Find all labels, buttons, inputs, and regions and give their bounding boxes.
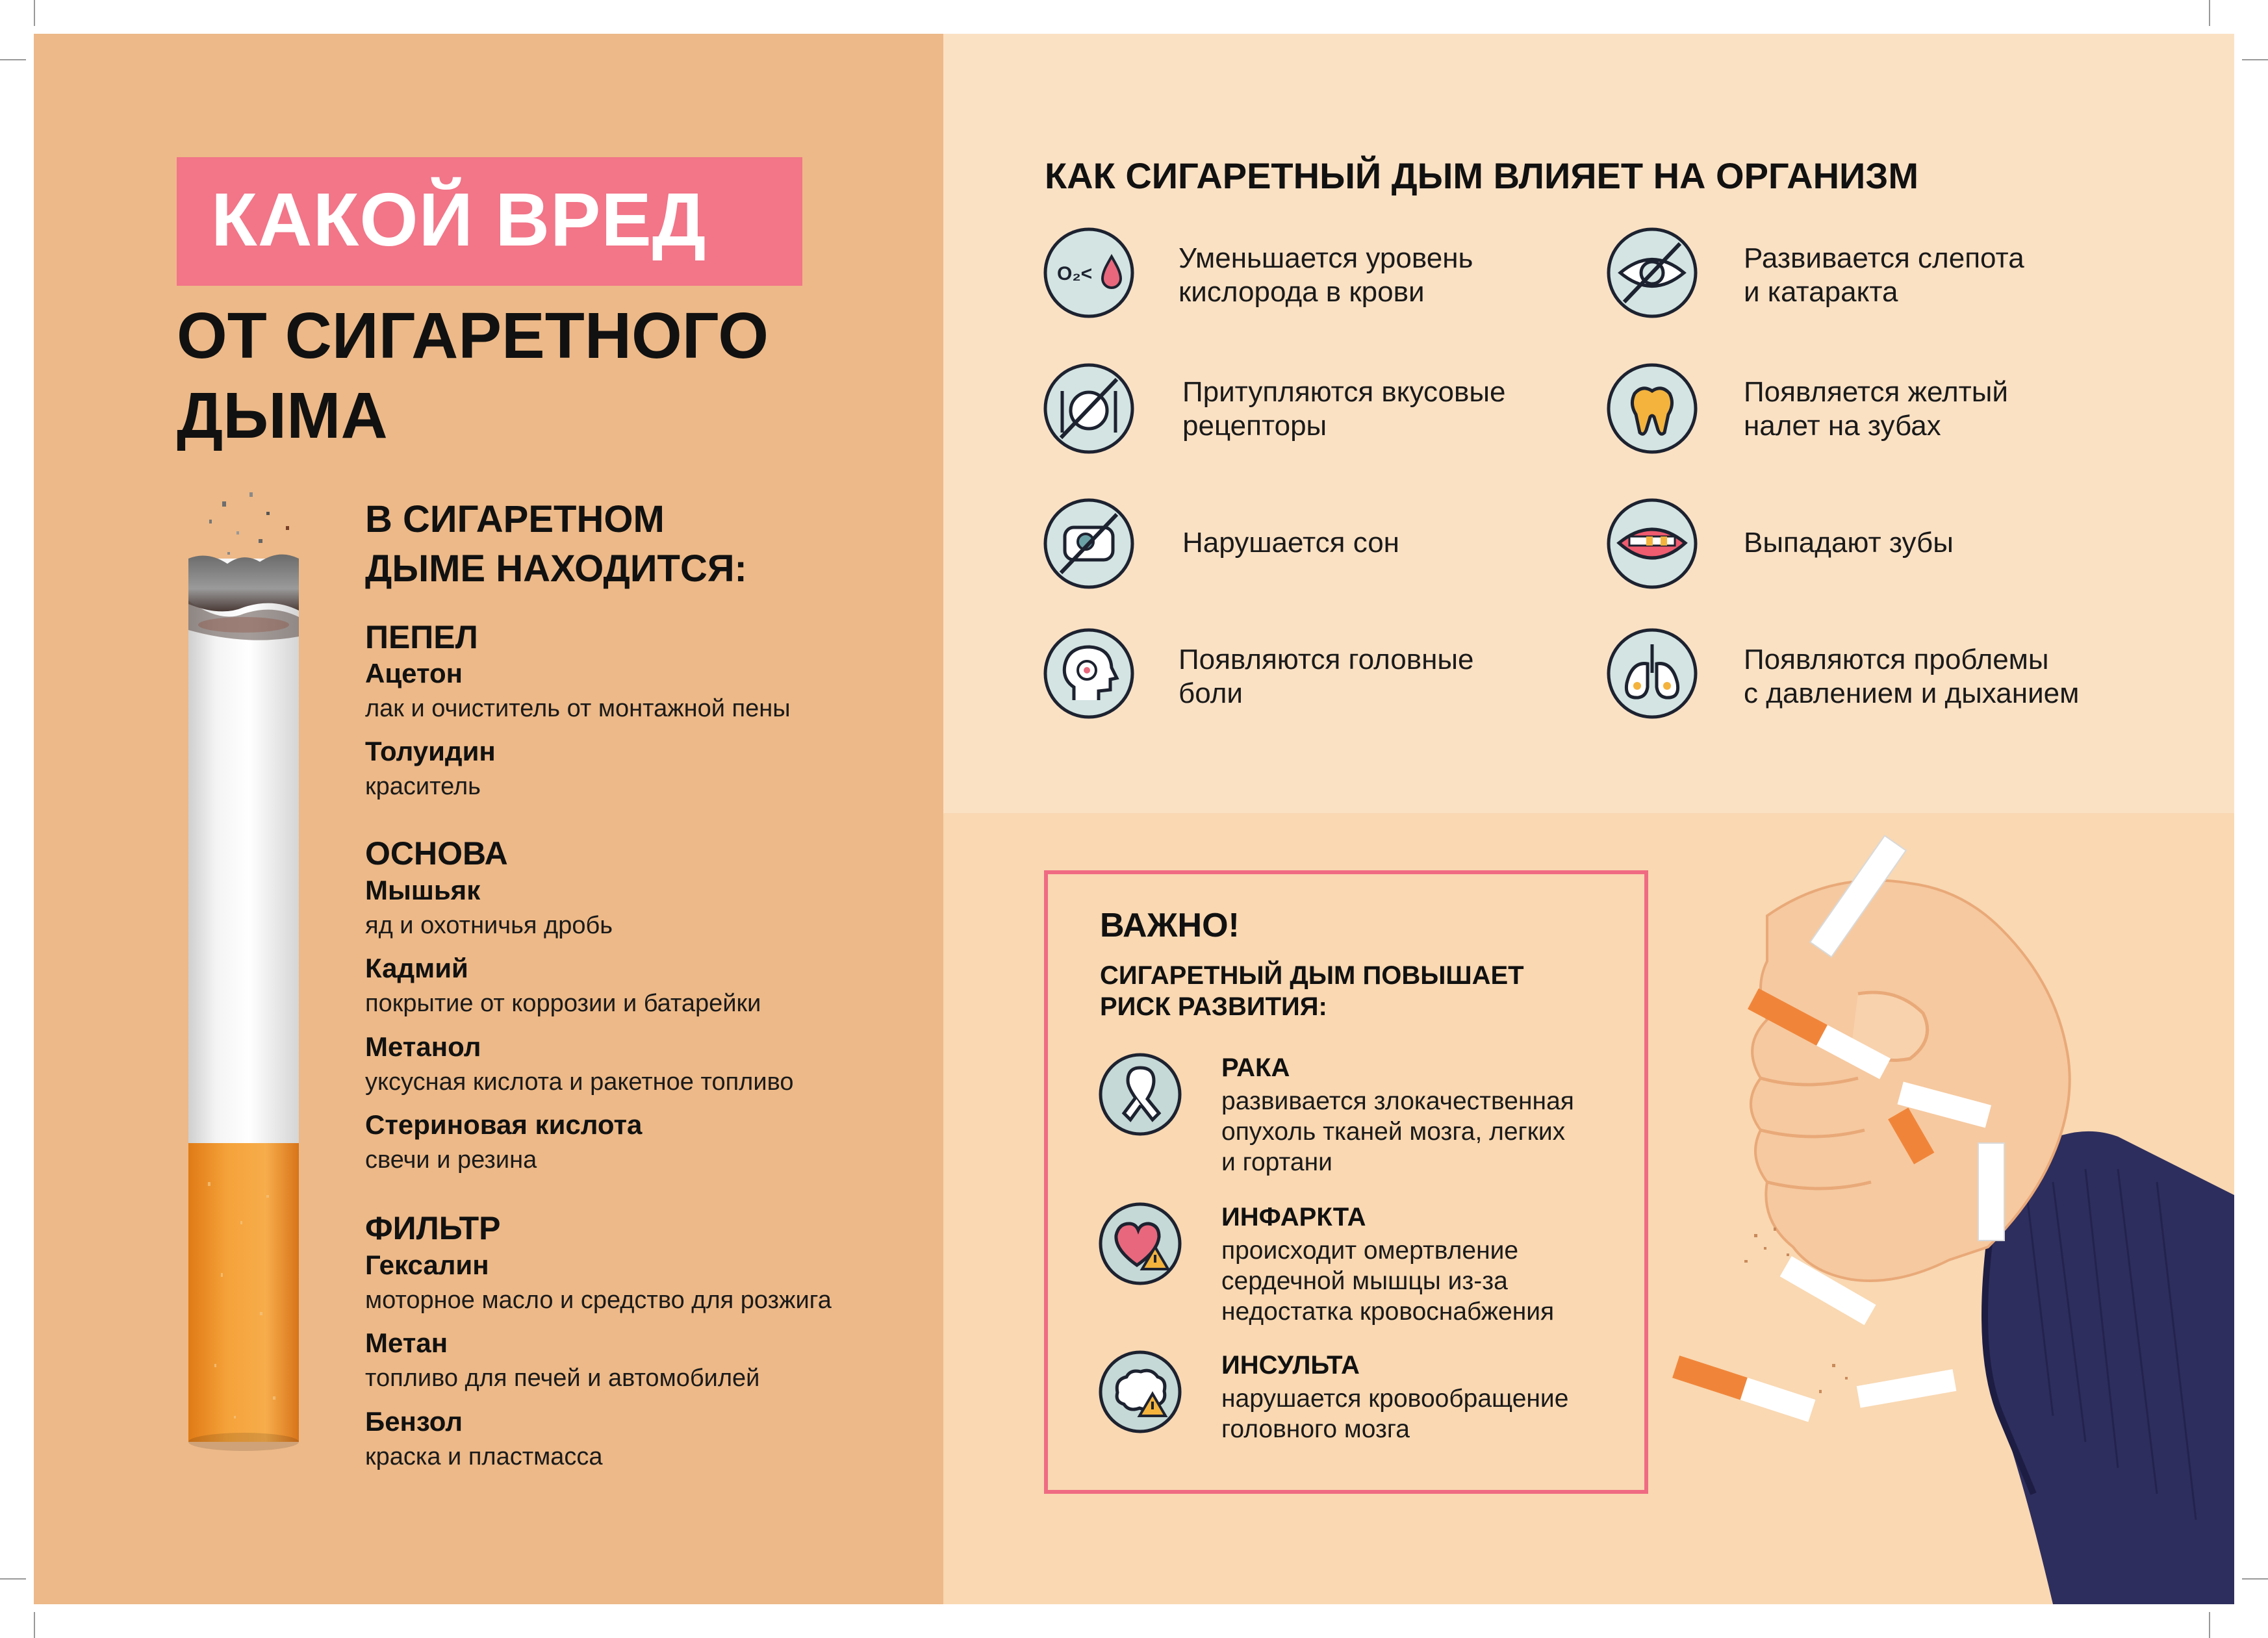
crop-mark [2242,59,2268,60]
o2-label: O₂< [1057,263,1093,284]
ash-particles [209,492,289,555]
effect-text: Появляются головные боли [1179,644,1474,709]
title-line-3: ДЫМА [177,379,388,452]
crop-mark [34,0,35,26]
head-headache-icon [1043,627,1135,720]
title-highlight: КАКОЙ ВРЕД [211,177,707,262]
cancer-ribbon-icon [1098,1052,1182,1137]
mouth-teeth-icon [1606,498,1698,590]
item-desc: топливо для печей и автомобилей [365,1365,760,1392]
item-name: Стериновая кислота [365,1109,643,1140]
risk-infarct [1221,1203,1554,1327]
crossed-plate-icon [1043,362,1135,455]
item-name: Метанол [365,1031,481,1062]
effect-text: Появляются проблемы с давлением и дыханием [1744,644,2080,709]
group-filter: ФИЛЬТР [365,1210,501,1246]
crop-mark [2209,0,2210,26]
heart-warning-icon [1098,1202,1182,1286]
crop-mark [2209,1612,2210,1638]
item-desc: уксусная кислота и ракетное топливо [365,1068,794,1096]
item-name: Ацетон [365,658,463,688]
effect-text: Нарушается сон [1182,527,1399,559]
item-name: Кадмий [365,953,468,983]
item-desc: моторное масло и средство для розжига [365,1287,832,1314]
item-desc: покрытие от коррозии и батарейки [365,990,761,1017]
crop-mark [0,59,26,60]
risk-desc: происходит омертвление сердечной мышцы из-за недостатка кровоснабжения [1221,1237,1555,1326]
item-name: Гексалин [365,1250,489,1280]
brain-warning-icon [1098,1350,1182,1434]
effect-text: Выпадают зубы [1744,527,1954,559]
crop-mark [2242,1578,2268,1580]
item-name: Бензол [365,1406,463,1437]
effects-title: КАК СИГАРЕТНЫЙ ДЫМ ВЛИЯЕТ НА ОРГАНИЗМ [1045,155,1919,196]
effect-text: Притупляются вкусовые рецепторы [1182,376,1506,442]
lungs-icon [1606,627,1698,720]
effect-text: Развивается слепота и катаракта [1744,242,2024,308]
risk-name: ИНФАРКТА [1221,1203,1366,1231]
oxygen-blood-icon [1043,227,1135,319]
contents-heading-2: ДЫМЕ НАХОДИТСЯ: [365,548,747,590]
crop-mark [34,1612,35,1638]
risk-stroke [1221,1351,1568,1445]
risk-name: ИНСУЛЬТА [1221,1351,1360,1380]
group-base: ОСНОВА [365,835,508,872]
risk-name: РАКА [1221,1053,1290,1082]
crop-mark [0,1578,26,1580]
crossed-sleep-icon [1043,498,1135,590]
item-desc: лак и очиститель от монтажной пены [365,695,791,722]
fist-crushing-cigarettes-illustration [1663,831,2234,1604]
title-line-2: ОТ СИГАРЕТНОГО [177,299,769,372]
important-subtitle: СИГАРЕТНЫЙ ДЫМ ПОВЫШАЕТ РИСК РАЗВИТИЯ: [1100,961,1524,1021]
effect-text: Появляется желтый налет на зубах [1744,376,2008,442]
item-name: Метан [365,1328,448,1358]
group-ash: ПЕПЕЛ [365,619,478,655]
cigarette-illustration [182,455,325,1468]
yellow-tooth-icon [1606,362,1698,455]
risk-desc: развивается злокачественная опухоль тканей мозга, легких и гортани [1221,1087,1574,1176]
important-title: ВАЖНО! [1100,907,1240,944]
item-desc: яд и охотничья дробь [365,912,613,939]
crossed-eye-icon [1606,227,1698,319]
effect-text: Уменьшается уровень кислорода в крови [1179,242,1473,308]
contents-heading-1: В СИГАРЕТНОМ [365,498,665,540]
item-desc: свечи и резина [365,1146,537,1174]
risk-desc: нарушается кровообращение головного мозга [1221,1385,1569,1443]
item-name: Толуидин [365,736,496,766]
item-desc: краска и пластмасса [365,1443,603,1470]
risk-cancer [1221,1053,1574,1178]
item-name: Мышьяк [365,875,481,905]
item-desc: краситель [365,773,481,800]
